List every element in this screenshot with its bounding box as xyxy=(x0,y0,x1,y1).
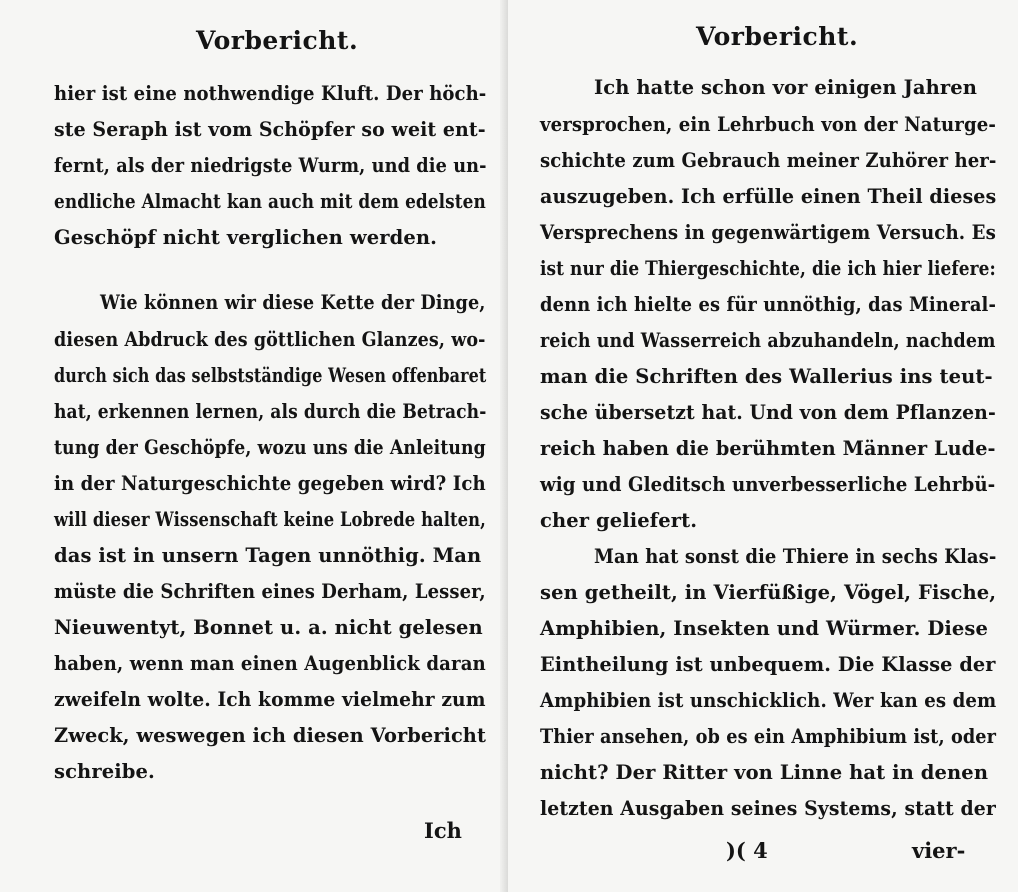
right-page xyxy=(508,0,1018,892)
text-line: man die Schriften des Wallerius ins teut- xyxy=(540,365,993,388)
text-line: Ich hatte schon vor einigen Jahren xyxy=(594,76,978,99)
text-line: durch sich das selbstständige Wesen offenbaret xyxy=(54,364,487,387)
text-line: Nieuwentyt, Bonnet u. a. nicht gelesen xyxy=(54,616,483,639)
text-line: reich und Wasserreich abzuhandeln, nachdem xyxy=(540,329,996,352)
text-line: versprochen, ein Lehrbuch von der Naturge- xyxy=(540,113,996,136)
left-page xyxy=(0,0,508,892)
text-line: müste die Schriften eines Derham, Lesser, xyxy=(54,580,486,603)
text-line: schreibe. xyxy=(54,760,155,783)
signature-mark: )( 4 xyxy=(726,838,768,863)
text-line: fernt, als der niedrigste Wurm, und die un- xyxy=(54,154,487,177)
text-line: Amphibien ist unschicklich. Wer kan es dem xyxy=(540,689,997,712)
text-line: cher geliefert. xyxy=(540,509,698,532)
text-line: Wie können wir diese Kette der Dinge, xyxy=(100,291,486,314)
text-line: diesen Abdruck des göttlichen Glanzes, wo- xyxy=(54,328,486,351)
text-line: haben, wenn man einen Augenblick daran xyxy=(54,652,486,675)
text-line: denn ich hielte es für unnöthig, das Mineral- xyxy=(540,293,996,316)
text-line: sen getheilt, in Vierfüßige, Vögel, Fische, xyxy=(540,581,997,604)
left-page-header: Vorbericht. xyxy=(196,26,359,55)
right-page-header: Vorbericht. xyxy=(696,22,859,51)
text-line: das ist in unsern Tagen unnöthig. Man xyxy=(54,544,482,567)
text-line: Man hat sonst die Thiere in sechs Klas- xyxy=(594,545,997,568)
text-line: schichte zum Gebrauch meiner Zuhörer her- xyxy=(540,149,997,172)
text-line: Thier ansehen, ob es ein Amphibium ist, oder xyxy=(540,725,997,748)
text-line: Zweck, weswegen ich diesen Vorbericht xyxy=(54,724,486,747)
right-catchword: vier- xyxy=(912,838,966,863)
text-line: sche übersetzt hat. Und von dem Pflanzen- xyxy=(540,401,996,424)
text-line: Geschöpf nicht verglichen werden. xyxy=(54,226,437,249)
text-line: auszugeben. Ich erfülle einen Theil dieses xyxy=(540,185,997,208)
text-line: endliche Almacht kan auch mit dem edelsten xyxy=(54,190,486,213)
text-line: hier ist eine nothwendige Kluft. Der höch- xyxy=(54,82,487,105)
text-line: Versprechens in gegenwärtigem Versuch. Es xyxy=(540,221,996,244)
text-line: reich haben die berühmten Männer Lude- xyxy=(540,437,996,460)
left-catchword: Ich xyxy=(424,818,462,843)
text-line: wig und Gleditsch unverbesserliche Lehrbü- xyxy=(540,473,996,496)
text-line: letzten Ausgaben seines Systems, statt der xyxy=(540,797,996,820)
text-line: hat, erkennen lernen, als durch die Betrach- xyxy=(54,400,487,423)
text-line: nicht? Der Ritter von Linne hat in denen xyxy=(540,761,989,784)
text-line: will dieser Wissenschaft keine Lobrede halten, xyxy=(54,508,486,531)
text-line: zweifeln wolte. Ich komme vielmehr zum xyxy=(54,688,486,711)
text-line: ste Seraph ist vom Schöpfer so weit ent- xyxy=(54,118,486,141)
text-line: tung der Geschöpfe, wozu uns die Anleitung xyxy=(54,436,486,459)
text-line: Eintheilung ist unbequem. Die Klasse der xyxy=(540,653,996,676)
text-line: ist nur die Thiergeschichte, die ich hier liefere: xyxy=(540,257,996,280)
text-line: Amphibien, Insekten und Würmer. Diese xyxy=(540,617,989,640)
text-line: in der Naturgeschichte gegeben wird? Ich xyxy=(54,472,486,495)
